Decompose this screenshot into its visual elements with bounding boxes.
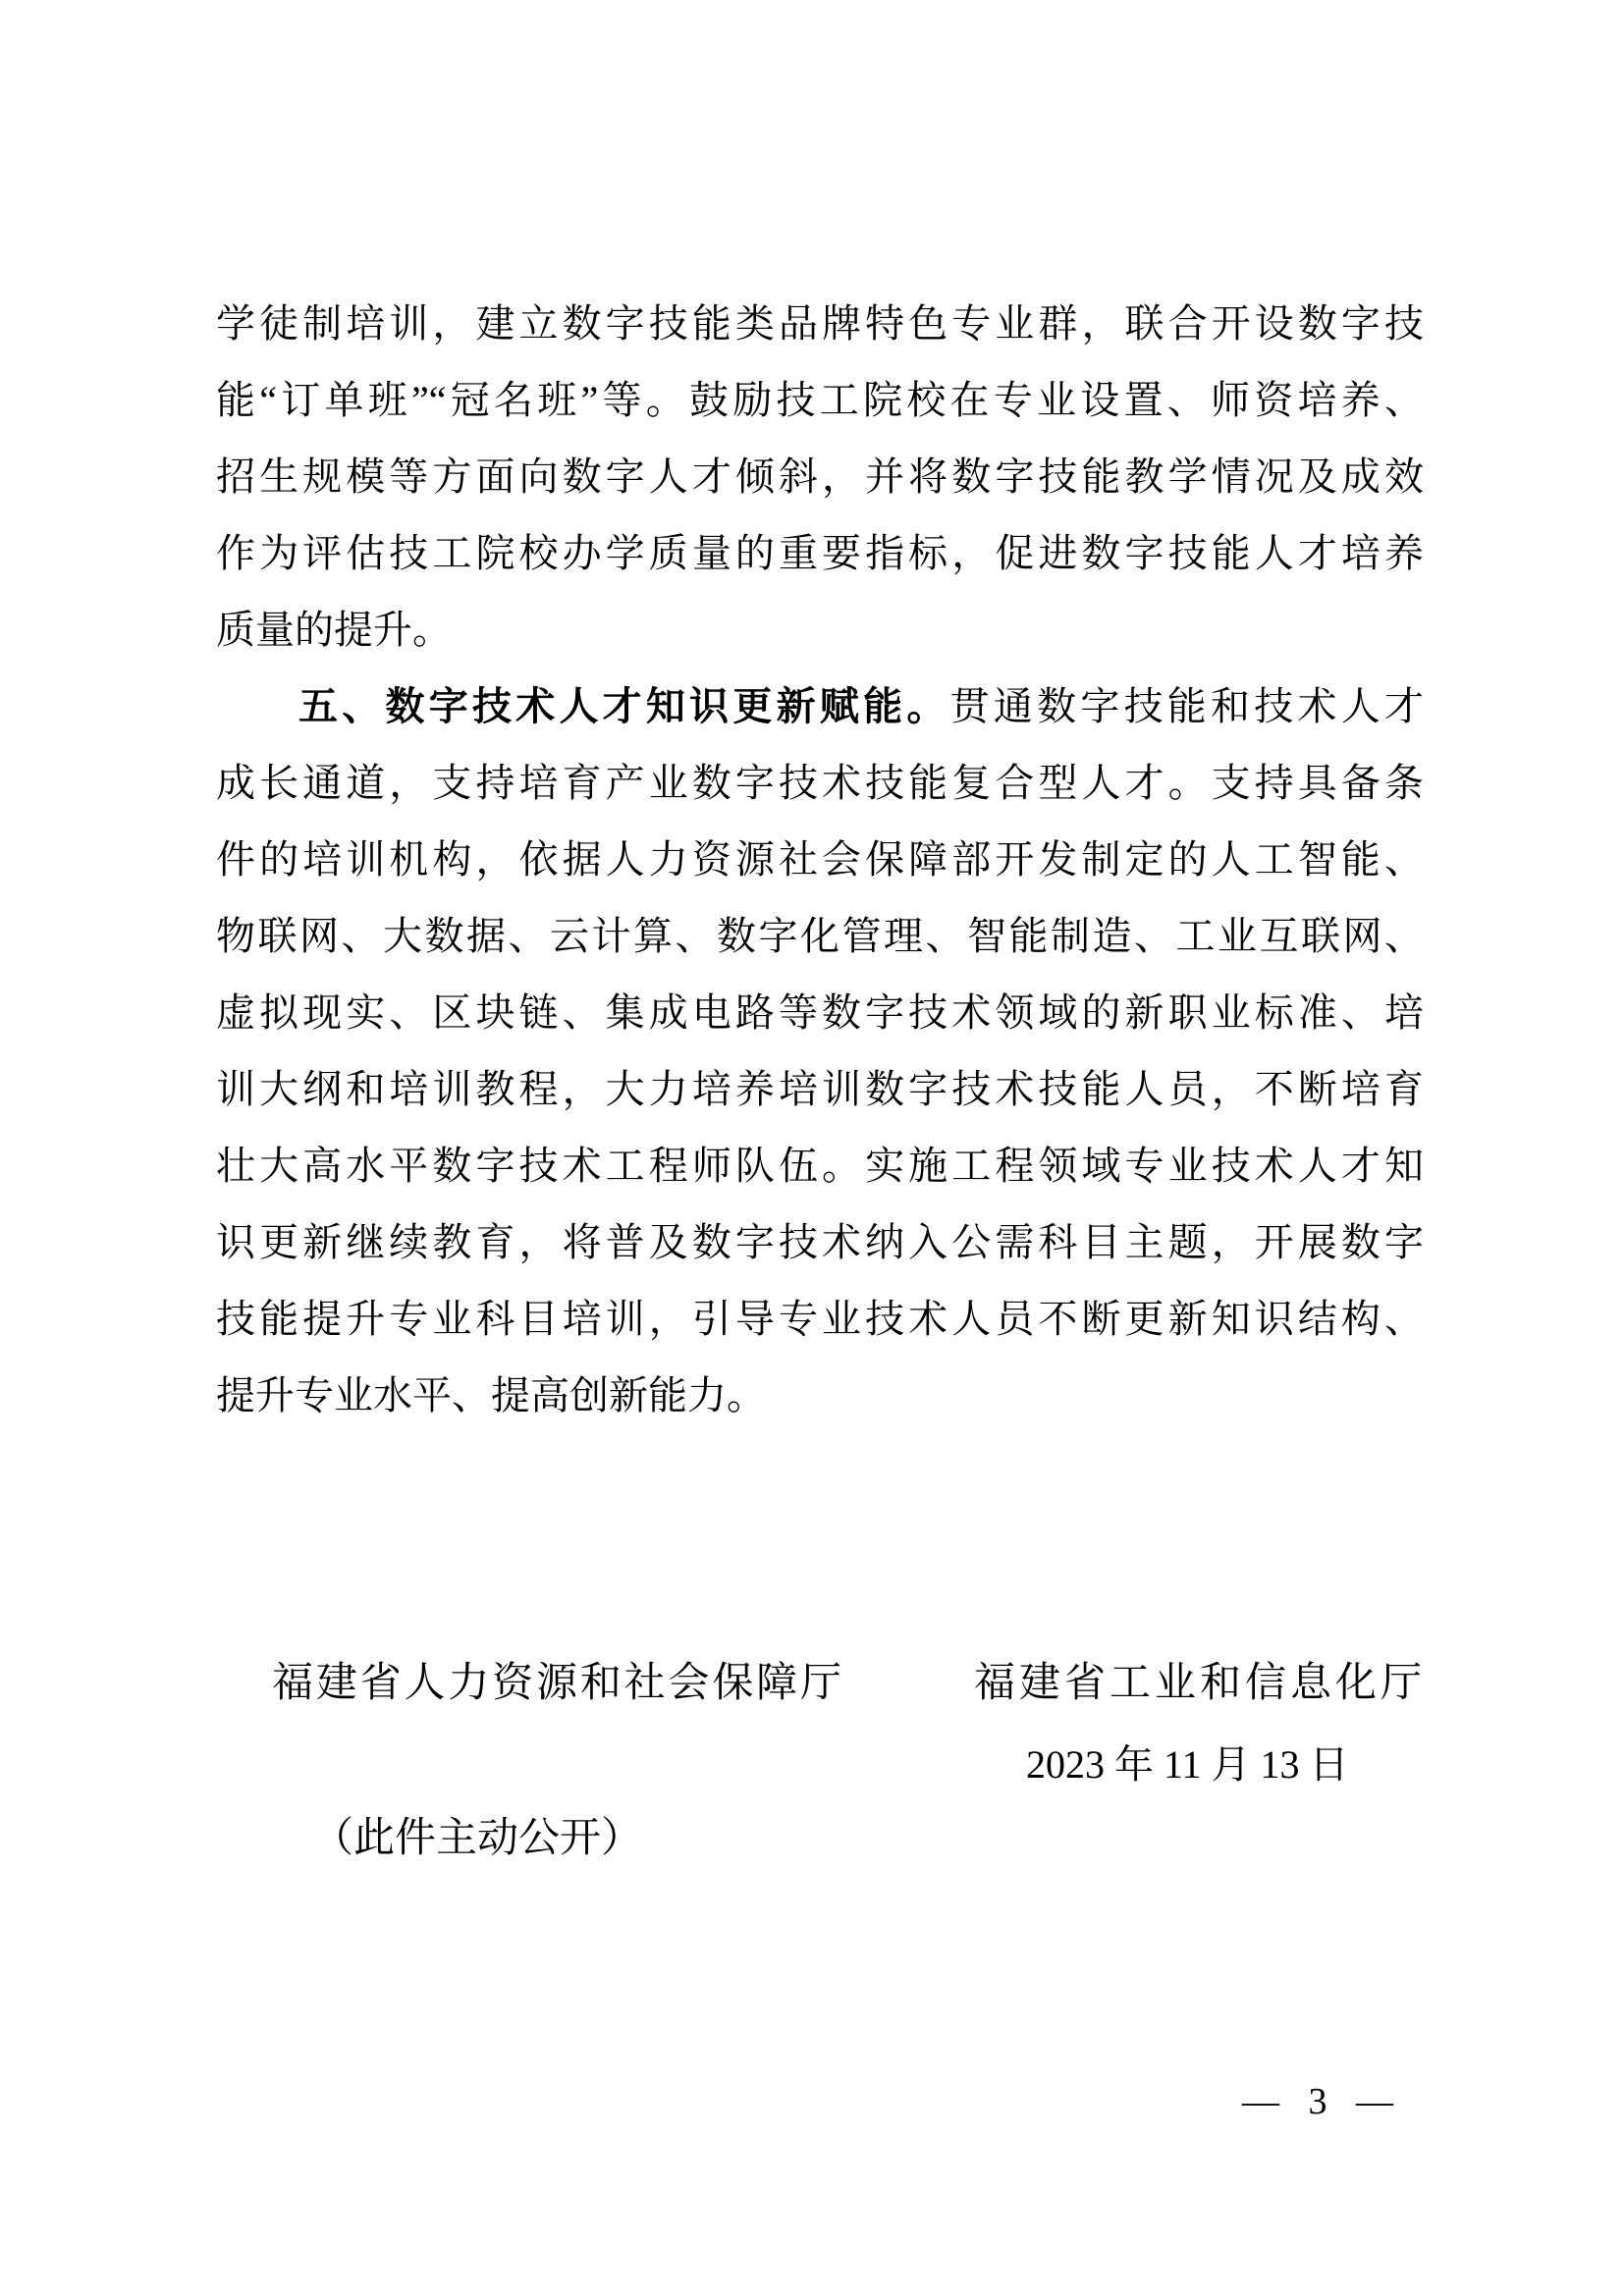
section5-line: 件的培训机构，依据人力资源社会保障部开发制定的人工智能、 bbox=[216, 837, 1424, 881]
paragraph4-line: 作为评估技工院校办学质量的重要指标，促进数字技能人才培养 bbox=[216, 531, 1424, 575]
section5-line-last: 提升专业水平、提高创新能力。 bbox=[216, 1373, 766, 1417]
signature-right-agency: 福建省工业和信息化厅 bbox=[974, 1661, 1422, 1706]
section5-heading: 五、数字技术人才知识更新赋能。 bbox=[298, 685, 950, 728]
signature-date: 2023 年 11 月 13 日 bbox=[1026, 1742, 1349, 1787]
paragraph4-line: 能“订单班”“冠名班”等。鼓励技工院校在专业设置、师资培养、 bbox=[216, 378, 1424, 422]
paragraph4-line: 学徒制培训，建立数字技能类品牌特色专业群，联合开设数字技 bbox=[216, 301, 1424, 346]
section5-line: 壮大高水平数字技术工程师队伍。实施工程领域专业技术人才知 bbox=[216, 1144, 1424, 1188]
document-body-text bbox=[216, 286, 1424, 1434]
section5-first-line-text: 贯通数字技能和技术人才 bbox=[949, 684, 1424, 728]
signature-left-agency: 福建省人力资源和社会保障厅 bbox=[272, 1661, 841, 1706]
section5-line: 识更新继续教育，将普及数字技术纳入公需科目主题，开展数字 bbox=[216, 1220, 1424, 1264]
section5-first-line bbox=[216, 668, 1424, 745]
paragraph4-line-last: 质量的提升。 bbox=[216, 608, 452, 652]
section5-line: 训大纲和培训教程，大力培养培训数字技术技能人员，不断培育 bbox=[216, 1067, 1424, 1111]
section5-line: 成长通道，支持培育产业数字技术技能复合型人才。支持具备条 bbox=[216, 761, 1424, 805]
section5-line: 技能提升专业科目培训，引导专业技术人员不断更新知识结构、 bbox=[216, 1297, 1424, 1341]
page-number: — 3 — bbox=[1242, 2081, 1397, 2122]
paragraph4-line: 招生规模等方面向数字人才倾斜，并将数字技能教学情况及成效 bbox=[216, 454, 1424, 499]
section5-line: 物联网、大数据、云计算、数字化管理、智能制造、工业互联网、 bbox=[216, 914, 1424, 958]
section5-line: 虚拟现实、区块链、集成电路等数字技术领域的新职业标准、培 bbox=[216, 990, 1424, 1035]
disclosure-note: （此件主动公开） bbox=[312, 1816, 643, 1861]
